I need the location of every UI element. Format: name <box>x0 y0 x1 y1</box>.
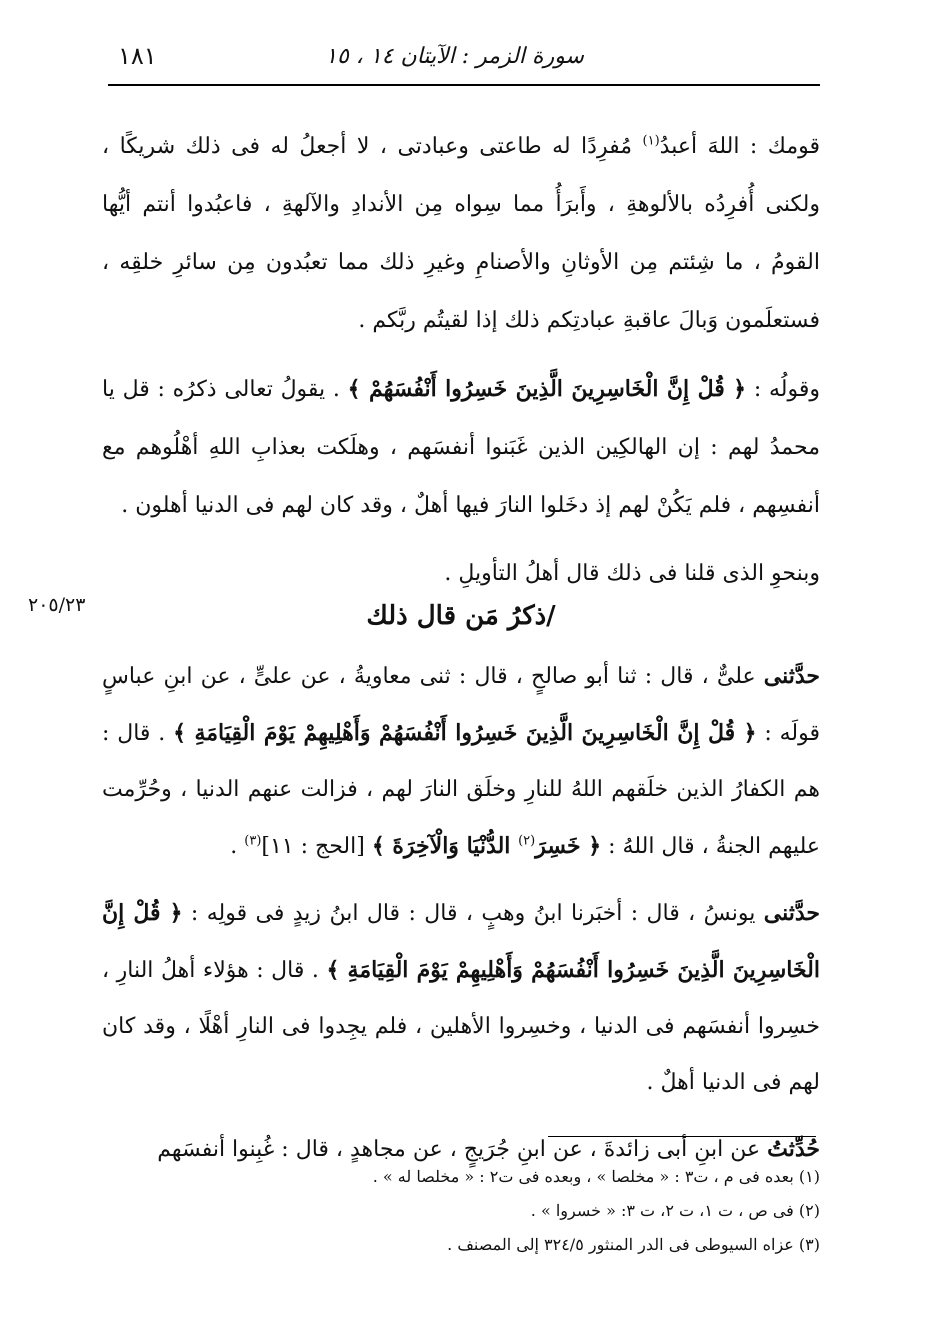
paragraph <box>102 885 820 1111</box>
paragraph-text: قومك : اللهَ أعبدُ <box>659 134 821 159</box>
paragraph-text: . قال : هم الكفارُ الذين خلَقهم اللهُ للنارِ وخلَق النارَ لهم ، فزالت عنهم الدنيا ، وحُرِّمت عليهم الجنةُ ، قال اللهُ : <box>102 721 820 859</box>
paragraph-text: علىٌّ ، قال : ثنا أبو صالحٍ ، قال : ثنى معاويةُ ، عن علىٍّ ، عن ابنِ عباسٍ قولَه : <box>102 664 820 746</box>
page-number: ١٨١ <box>118 42 157 70</box>
section-heading: /ذكرُ مَن قال ذلك <box>366 601 556 631</box>
footnote: (١) بعده فى م ، ت٣ : « مخلصا » ، وبعده فى ت٢ : « مخلصا له » . <box>372 1167 820 1186</box>
quran-verse: الدُّنْيَا وَالْآخِرَةَ ﴾ <box>371 833 519 859</box>
footnote-marker: (٢) <box>518 833 536 849</box>
footnote-marker: (١) <box>642 133 660 149</box>
header-title: سورة الزمر : الآيتان ١٤ ، ١٥ <box>325 44 584 69</box>
footnotes <box>300 1160 820 1262</box>
paragraph-text: يونسُ ، قال : أخبَرنا ابنُ وهبٍ ، قال : قال ابنُ زيدٍ فى قولِه : <box>182 901 764 926</box>
narration-lead: حدَّثنى <box>763 663 820 689</box>
paragraph-text: مُفرِدًا له طاعتى وعبادتى ، لا أجعلُ له فى ذلك شريكًا ، ولكنى أُفرِدُه بالألوهةِ ، وأَبرَأُ مما سِواه مِن الأندادِ والآلهةِ ، فاعبُدوا أنتم أيُّها القومُ ، ما شِئتم مِن الأوثانِ والأصنامِ وغيرِ ذلك مما تعبُدون مِن سائرِ خلقِه ، فستعلَمون وَبالَ عاقبةِ عبادتِكم ذلك إذا لقيتُم ربَّكم . <box>102 134 820 333</box>
verse-reference: [الحج : ١١] <box>261 834 372 859</box>
paragraph-text: عن ابنِ أبى زائدةَ ، عن ابنِ جُرَيجٍ ، عن مجاهدٍ ، قال : غُبِنوا أنفسَهم <box>157 1137 768 1162</box>
footnote: (٢) فى ص ، ت ١، ت ٢، ت ٣: « خسروا » . <box>530 1201 820 1220</box>
paragraph-text: . <box>230 834 245 859</box>
quran-verse: ﴿ قُلْ إِنَّ الْخَاسِرِينَ الَّذِينَ خَسِرُوا أَنْفُسَهُمْ وَأَهْلِيهِمْ يَوْمَ الْقِيَامَةِ ﴾ <box>102 900 820 983</box>
paragraph <box>102 360 820 535</box>
running-header <box>108 40 820 86</box>
narration-lead: حُدِّثتُ <box>767 1136 820 1162</box>
paragraph-text: وقولُه : <box>746 377 820 402</box>
quran-verse: ﴿ قُلْ إِنَّ الْخَاسِرِينَ الَّذِينَ خَسِرُوا أَنْفُسَهُمْ وَأَهْلِيهِمْ يَوْمَ الْقِيَامَةِ ﴾ <box>173 720 757 746</box>
footnote-marker: (٣) <box>244 833 262 849</box>
main-text-top <box>102 118 820 613</box>
footnote-separator <box>548 1136 816 1137</box>
paragraph-text: . يقولُ تعالى ذكرُه : قل يا محمدُ لهم : إن الهالكِين الذين غَبَنوا أنفسَهم ، وهلَكت بعذابِ اللهِ أهْلُوهم مع أنفسِهم ، فلم يَكُنْ لهم إذ دخَلوا النارَ فيها أهلٌ ، وقد كان لهم فى الدنيا أهلون . <box>102 377 820 518</box>
quran-verse: ﴿ خَسِرَ <box>535 833 602 859</box>
quran-verse: ﴿ قُلْ إِنَّ الْخَاسِرِينَ الَّذِينَ خَسِرُوا أَنْفُسَهُمْ ﴾ <box>347 376 747 402</box>
narration-lead: حدَّثنى <box>763 900 820 926</box>
paragraph-text: وبنحوِ الذى قلنا فى ذلك قال أهلُ التأويلِ . <box>444 561 820 586</box>
paragraph <box>102 118 820 350</box>
footnote: (٣) عزاه السيوطى فى الدر المنثور ٣٢٤/٥ إلى المصنف . <box>447 1235 820 1254</box>
main-text-bottom <box>102 648 820 1188</box>
paragraph <box>102 648 820 875</box>
paragraph-text: . قال : هؤلاء أهلُ النارِ ، خسِروا أنفسَهم فى الدنيا ، وخسِروا الأهلين ، فلم يجِدوا فى النارِ أهْلًا ، وقد كان لهم فى الدنيا أهلٌ . <box>102 958 820 1095</box>
margin-reference: ٢٠٥/٢٣ <box>28 594 86 616</box>
